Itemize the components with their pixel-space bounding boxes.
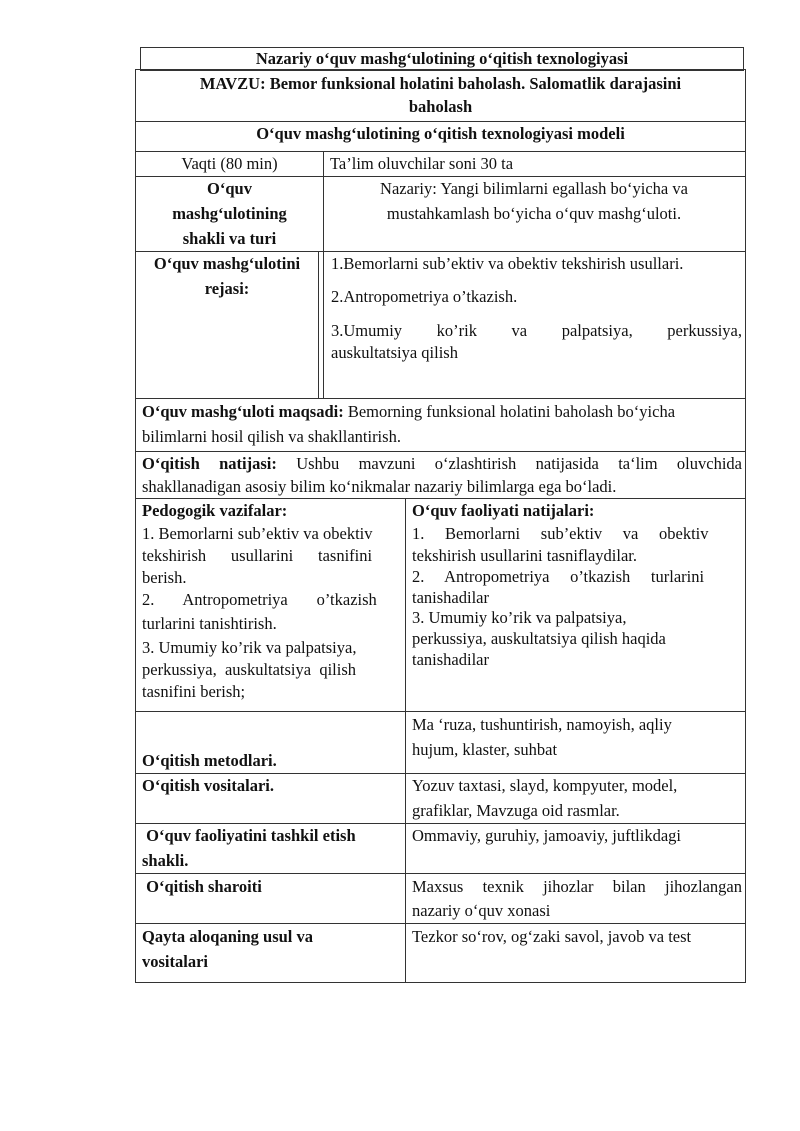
plan-label-1: O‘quv mashg‘ulotini xyxy=(153,254,301,273)
row-divider xyxy=(135,176,746,177)
model-title: O‘quv mashg‘ulotining o‘qitish texnologiyasi modeli xyxy=(256,124,625,143)
organization-label-2: shakli. xyxy=(142,851,189,870)
learning-result-line: 1. Bemorlarni sub’ektiv va obektiv xyxy=(412,524,709,543)
methods-value-1: Ma ‘ruza, tushuntirish, namoyish, aqliy xyxy=(412,715,672,734)
result-line-1 xyxy=(142,453,742,475)
learning-result-line: tanishadilar xyxy=(412,588,489,607)
plan-label-2: rejasi: xyxy=(204,279,250,298)
plan-item-1: 1.Bemorlarni sub’ektiv va obektiv tekshirish usullari. xyxy=(331,254,684,273)
topic-line-1: MAVZU: Bemor funksional holatini baholash. Salomatlik darajasini xyxy=(199,74,682,93)
pedagogical-task-line: 3. Umumiy ko’rik va palpatsiya, xyxy=(142,638,357,657)
goal-line-1 xyxy=(142,401,742,423)
learning-result-line: tanishadilar xyxy=(412,650,489,669)
pedagogical-task-line: 1. Bemorlarni sub’ektiv va obektiv xyxy=(142,524,373,543)
row-divider xyxy=(135,711,746,712)
goal-text-1: Bemorning funksional holatini baholash bo‘yicha xyxy=(343,402,676,421)
topic-line-2: baholash xyxy=(408,97,473,116)
tools-value-1: Yozuv taxtasi, slayd, kompyuter, model, xyxy=(412,776,678,795)
organization-label-1: O‘quv faoliyatini tashkil etish xyxy=(142,826,356,845)
row-divider xyxy=(135,773,746,774)
plan-item-2: 2.Antropometriya o’tkazish. xyxy=(331,287,518,306)
row-divider xyxy=(135,498,746,499)
form-label-2: mashg‘ulotining xyxy=(172,204,287,223)
conditions-value-1: Maxsus texnik jihozlar bilan jihozlangan xyxy=(412,877,742,896)
column-divider xyxy=(405,498,406,983)
learning-results-title: O‘quv faoliyati natijalari: xyxy=(412,501,595,520)
plan-item-3a: 3.Umumiy ko’rik va palpatsiya, perkussiya, xyxy=(331,321,742,340)
pedagogical-task-line: tasnifini berish; xyxy=(142,682,246,701)
feedback-value: Tezkor so‘rov, og‘zaki savol, javob va test xyxy=(412,927,692,946)
row-divider xyxy=(135,398,746,399)
pedagogical-task-line: turlarini tanishtirish. xyxy=(142,614,277,633)
pedagogical-task-line: berish. xyxy=(142,568,187,587)
tools-value-2: grafiklar, Mavzuga oid rasmlar. xyxy=(412,801,620,820)
learning-result-line: tekshirish usullarini tasniflaydilar. xyxy=(412,546,638,565)
organization-value: Ommaviy, guruhiy, jamoaviy, juftlikdagi xyxy=(412,826,681,845)
goal-label: O‘quv mashg‘uloti maqsadi: xyxy=(142,402,344,421)
learning-result-line: perkussiya, auskultatsiya qilish haqida xyxy=(412,629,666,648)
row-divider xyxy=(135,823,746,824)
result-text-2: shakllanadigan asosiy bilim ko‘nikmalar nazariy bilimlarga ega bo‘ladi. xyxy=(142,477,617,496)
goal-text-2: bilimlarni hosil qilish va shakllantirish. xyxy=(142,427,401,446)
students-cell: Ta’lim oluvchilar soni 30 ta xyxy=(330,154,514,173)
feedback-label-2: vositalari xyxy=(142,952,208,971)
row-divider xyxy=(135,451,746,452)
time-cell: Vaqti (80 min) xyxy=(181,154,278,173)
row-divider xyxy=(135,923,746,924)
pedagogical-tasks-title: Pedogogik vazifalar: xyxy=(142,501,288,520)
methods-value-2: hujum, klaster, suhbat xyxy=(412,740,558,759)
conditions-label: O‘qitish sharoiti xyxy=(142,877,262,896)
column-divider xyxy=(323,151,324,251)
feedback-label-1: Qayta aloqaning usul va xyxy=(142,927,314,946)
form-value-2: mustahkamlash bo‘yicha o‘quv mashg‘uloti. xyxy=(386,204,682,223)
pedagogical-task-line: tekshirish usullarini tasnifini xyxy=(142,546,373,565)
row-divider xyxy=(135,251,746,252)
document-title: Nazariy o‘quv mashg‘ulotining o‘qitish texnologiyasi xyxy=(255,49,629,68)
learning-result-line: 3. Umumiy ko’rik va palpatsiya, xyxy=(412,608,627,627)
learning-result-line: 2. Antropometriya o’tkazish turlarini xyxy=(412,567,705,586)
pedagogical-task-line: 2. Antropometriya o’tkazish xyxy=(142,590,377,609)
column-divider xyxy=(323,251,324,398)
result-text-1: Ushbu mavzuni o‘zlashtirish natijasida ta‘lim oluvchida xyxy=(276,454,742,473)
row-divider xyxy=(135,121,746,122)
pedagogical-task-line: perkussiya, auskultatsiya qilish xyxy=(142,660,357,679)
form-label-3: shakli va turi xyxy=(182,229,277,248)
form-label-1: O‘quv xyxy=(207,179,252,198)
conditions-value-2: nazariy o‘quv xonasi xyxy=(412,901,551,920)
column-divider xyxy=(318,251,319,398)
form-value-1: Nazariy: Yangi bilimlarni egallash bo‘yicha va xyxy=(380,179,688,198)
plan-item-3b: auskultatsiya qilish xyxy=(331,343,458,362)
tools-label: O‘qitish vositalari. xyxy=(142,776,275,795)
row-divider xyxy=(135,873,746,874)
row-divider xyxy=(135,151,746,152)
result-label: O‘qitish natijasi: xyxy=(142,454,277,473)
methods-label: O‘qitish metodlari. xyxy=(142,751,277,770)
